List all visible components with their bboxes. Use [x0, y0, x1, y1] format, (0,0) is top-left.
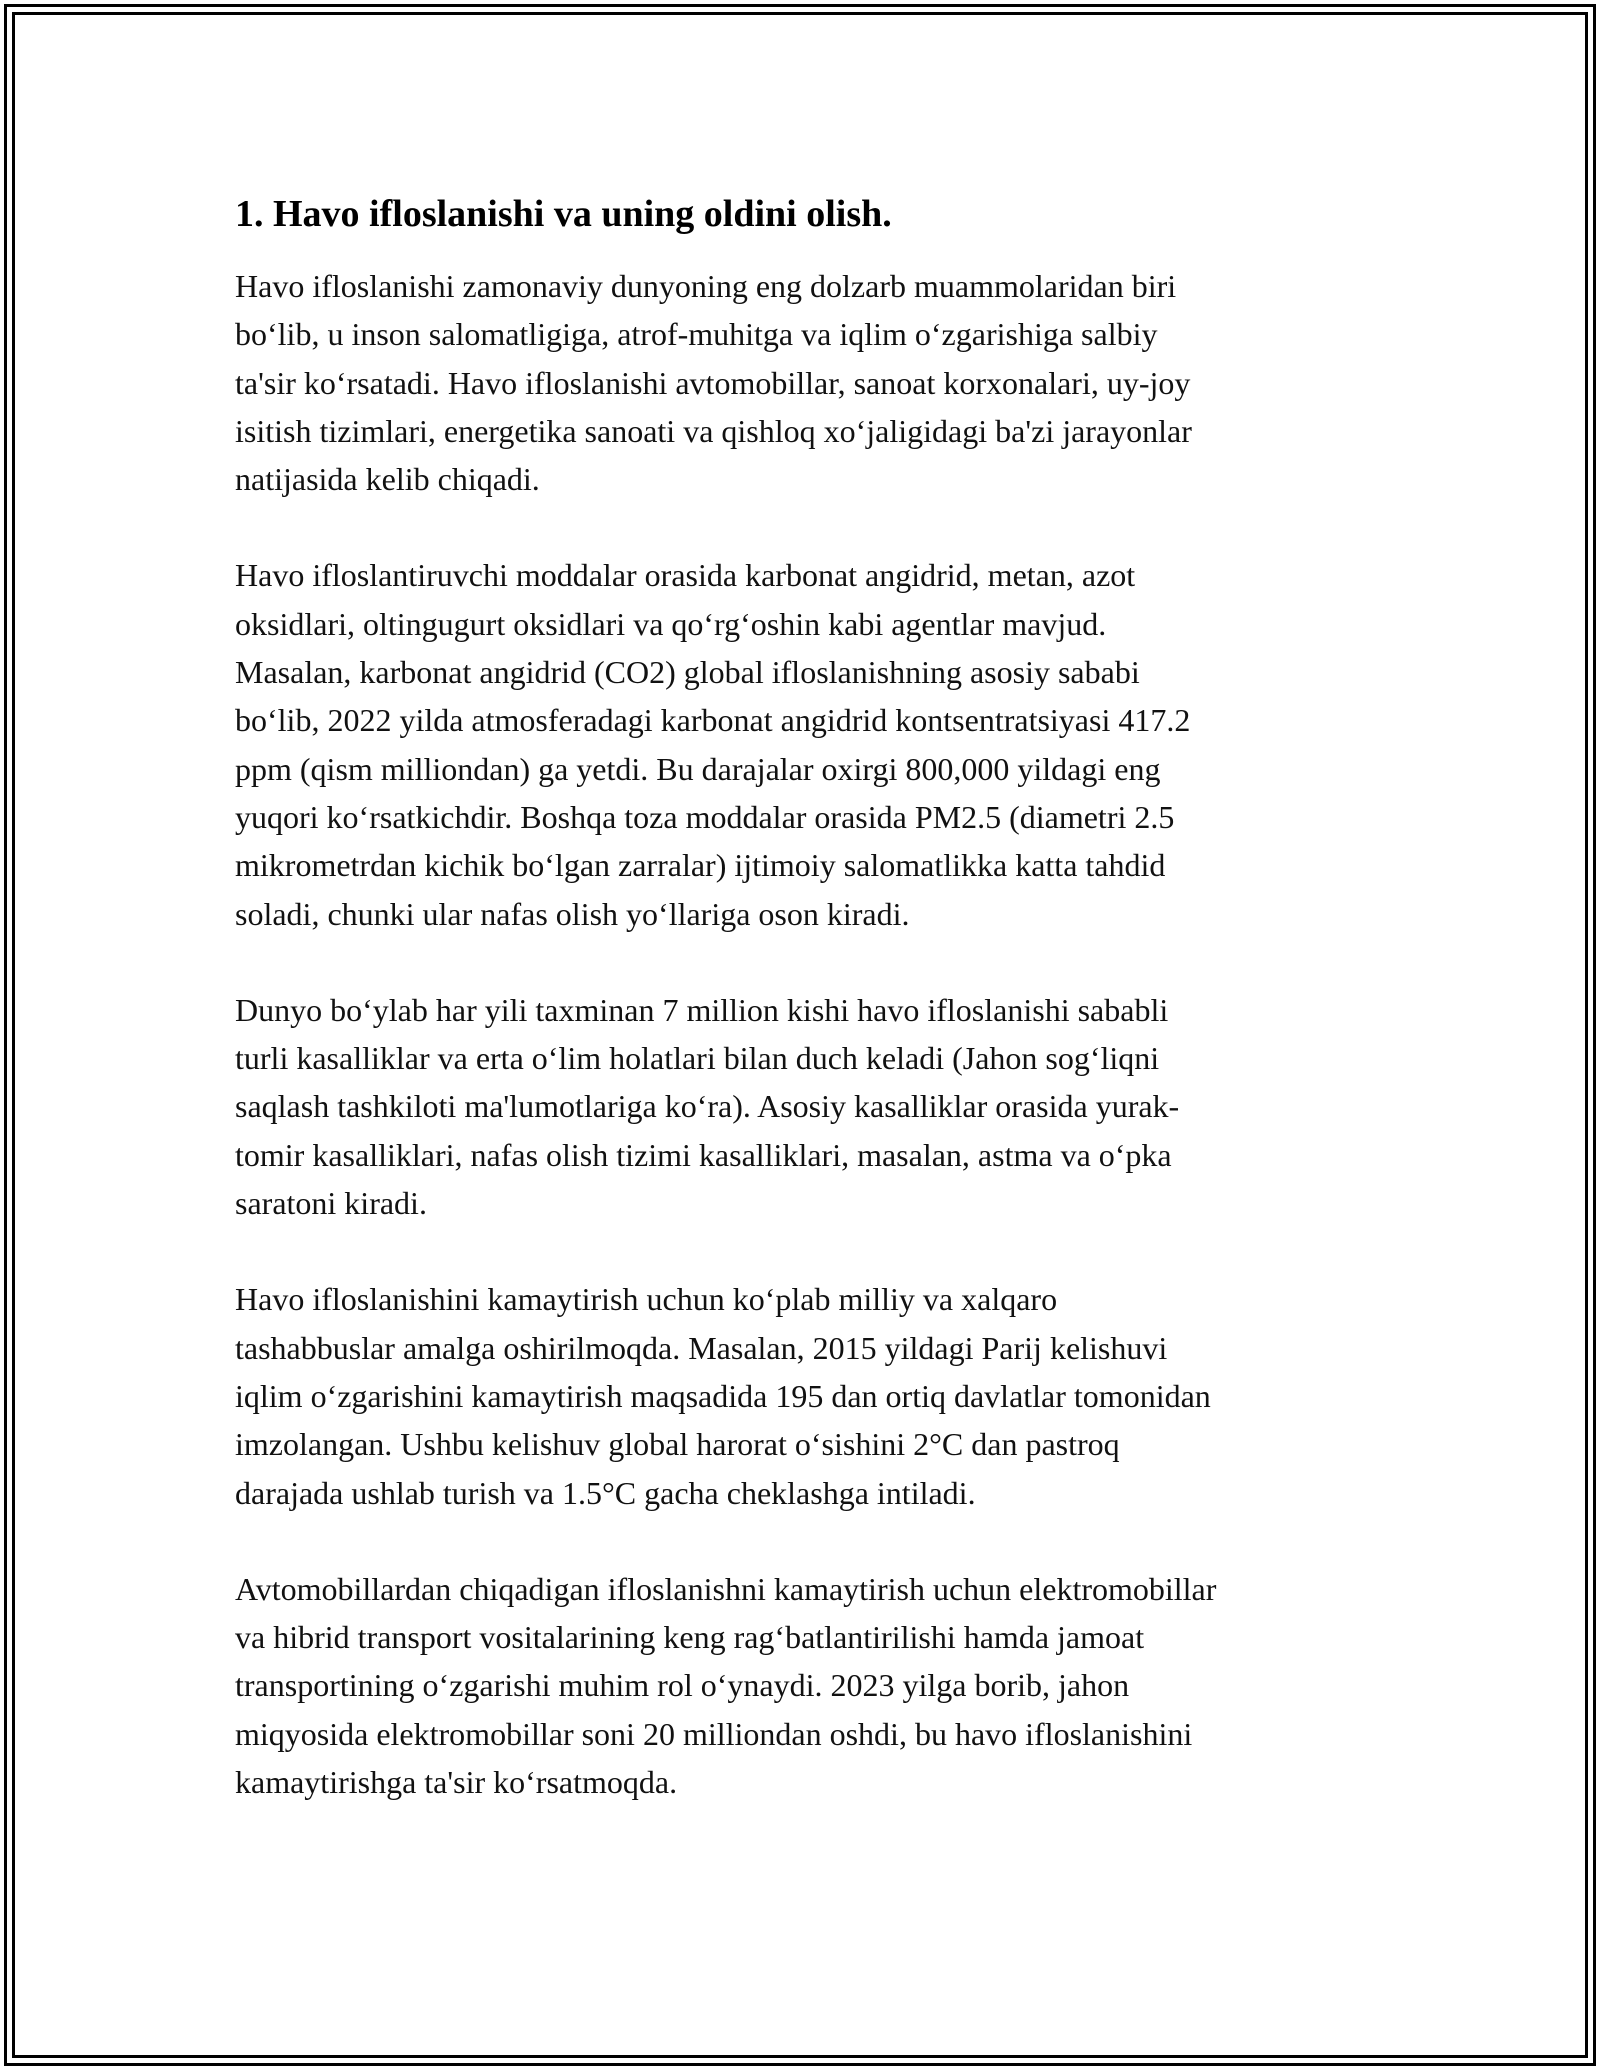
text-line: darajada ushlab turish va 1.5°C gacha cheklashga intiladi. — [235, 1474, 976, 1511]
text-line: saqlash tashkiloti ma'lumotlariga ko‘ra). Asosiy kasalliklar orasida yurak- — [235, 1088, 1180, 1125]
text-line: tomir kasalliklari, nafas olish tizimi kasalliklari, masalan, astma va o‘pka — [235, 1136, 1172, 1173]
text-line: ppm (qism milliondan) ga yetdi. Bu darajalar oxirgi 800,000 yildagi eng — [235, 750, 1161, 787]
text-line: ta'sir ko‘rsatadi. Havo ifloslanishi avtomobillar, sanoat korxonalari, uy-joy — [235, 364, 1191, 401]
text-line: Havo ifloslantiruvchi moddalar orasida karbonat angidrid, metan, azot — [235, 557, 1136, 594]
text-line: tashabbuslar amalga oshirilmoqda. Masalan, 2015 yildagi Parij kelishuvi — [235, 1329, 1168, 1366]
text-line: iqlim o‘zgarishini kamaytirish maqsadida 195 dan ortiq davlatlar tomonidan — [235, 1377, 1211, 1414]
text-line: mikrometrdan kichik bo‘lgan zarralar) ijtimoiy salomatlikka katta tahdid — [235, 847, 1166, 884]
document-body — [235, 188, 1370, 1854]
text-line: isitish tizimlari, energetika sanoati va qishloq xo‘jaligidagi ba'zi jarayonlar — [235, 412, 1192, 449]
paragraph-3 — [235, 986, 1370, 1227]
text-line: va hibrid transport vositalarining keng rag‘batlantirilishi hamda jamoat — [235, 1619, 1145, 1656]
paragraph-5 — [235, 1565, 1370, 1806]
text-line: Havo ifloslanishi zamonaviy dunyoning eng dolzarb muammolaridan biri — [235, 268, 1177, 304]
text-line: Avtomobillardan chiqadigan ifloslanishni kamaytirish uchun elektromobillar — [235, 1570, 1217, 1607]
text-line: soladi, chunki ular nafas olish yo‘llariga oson kiradi. — [235, 895, 910, 932]
text-line: imzolangan. Ushbu kelishuv global harorat o‘sishini 2°C dan pastroq — [235, 1426, 1120, 1463]
paragraph-2 — [235, 551, 1370, 937]
text-line: transportining o‘zgarishi muhim rol o‘ynaydi. 2023 yilga borib, jahon — [235, 1667, 1130, 1704]
text-line: bo‘lib, 2022 yilda atmosferadagi karbonat angidrid kontsentratsiyasi 417.2 — [235, 702, 1191, 739]
text-line: miqyosida elektromobillar soni 20 milliondan oshdi, bu havo ifloslanishini — [235, 1715, 1193, 1752]
paragraph-4 — [235, 1275, 1370, 1516]
text-line: oksidlari, oltingugurt oksidlari va qo‘rg‘oshin kabi agentlar mavjud. — [235, 605, 1107, 642]
section-title: 1. Havo ifloslanishi va uning oldini olish. — [235, 193, 892, 235]
text-line: saratoni kiradi. — [235, 1185, 427, 1222]
text-line: yuqori ko‘rsatkichdir. Boshqa toza moddalar orasida PM2.5 (diametri 2.5 — [235, 798, 1175, 835]
text-line: Havo ifloslanishini kamaytirish uchun ko‘plab milliy va xalqaro — [235, 1281, 1058, 1318]
text-line: kamaytirishga ta'sir ko‘rsatmoqda. — [235, 1764, 678, 1801]
paragraph-1 — [235, 262, 1370, 503]
text-line: bo‘lib, u inson salomatligiga, atrof-muhitga va iqlim o‘zgarishiga salbiy — [235, 316, 1158, 353]
text-line: natijasida kelib chiqadi. — [235, 461, 540, 498]
text-line: turli kasalliklar va erta o‘lim holatlari bilan duch keladi (Jahon sog‘liqni — [235, 1040, 1160, 1077]
text-line: Masalan, karbonat angidrid (CO2) global ifloslanishning asosiy sababi — [235, 654, 1140, 691]
text-line: Dunyo bo‘ylab har yili taxminan 7 million kishi havo ifloslanishi sababli — [235, 991, 1169, 1028]
